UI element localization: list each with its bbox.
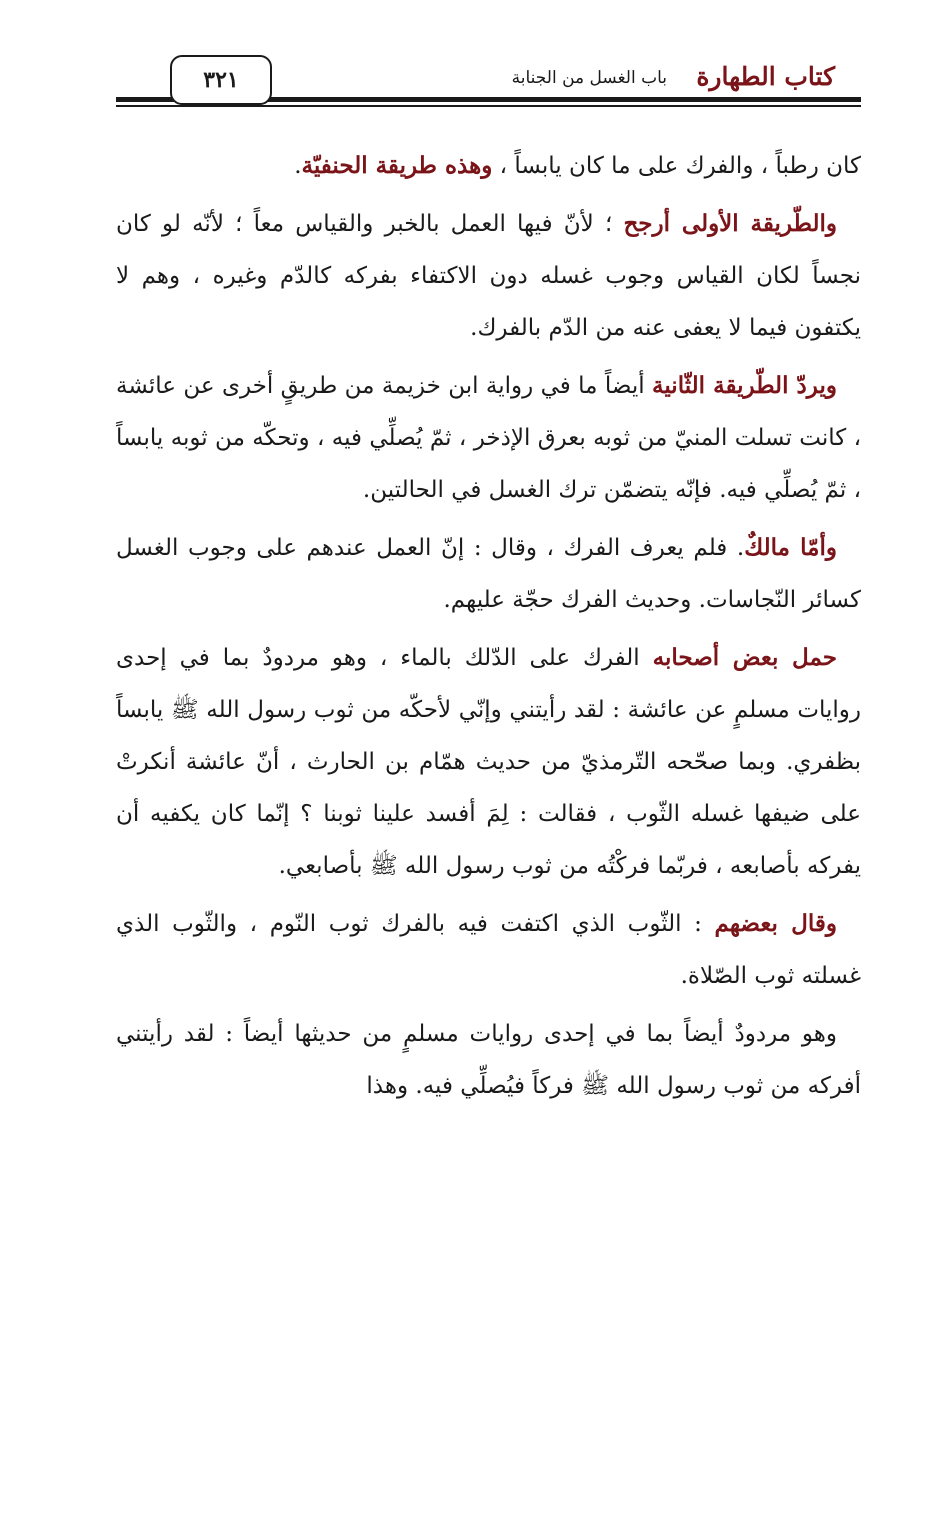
highlighted-phrase: حمل بعض أصحابه (652, 644, 837, 671)
paragraph (116, 198, 861, 354)
highlighted-phrase: ويردّ الطّريقة الثّانية (652, 372, 837, 399)
text-segment: . (294, 153, 302, 179)
page-number: ٣٢١ (170, 55, 272, 105)
highlighted-phrase: وأمّا مالكٌ (744, 534, 837, 561)
highlighted-phrase: وقال بعضهم (714, 910, 837, 937)
text-segment: : الثّوب الذي اكتفت فيه بالفرك ثوب النّوم ، والثّوب الذي غسلته ثوب الصّلاة. (116, 911, 861, 989)
text-segment: الفرك على الدّلك بالماء ، وهو مردودٌ بما في إحدى روايات مسلمٍ عن عائشة : لقد رأيتني وإنّي لأحكّه من ثوب رسول الله ﷺ يابساً بظفري. وبما صحّحه التّرمذيّ من حديث همّام بن الحارث ، أنّ عائشة أنكرتْ على ضيفها غسله الثّوب ، فقالت : لِمَ أفسد علينا ثوبنا ؟ إنّما كان يكفيه أن يفركه بأصابعه ، فربّما فركْتُه من ثوب رسول الله ﷺ بأصابعي. (116, 645, 861, 879)
paragraph (116, 1008, 861, 1112)
paragraph (116, 898, 861, 1002)
paragraph (116, 632, 861, 892)
text-segment: وهو مردودٌ أيضاً بما في إحدى روايات مسلمٍ من حديثها أيضاً : لقد رأيتني أفركه من ثوب رسول الله ﷺ فركاً فيُصلِّي فيه. وهذا (116, 1021, 861, 1099)
paragraph (116, 140, 861, 192)
paragraph (116, 360, 861, 516)
text-segment: أيضاً ما في رواية ابن خزيمة من طريقٍ أخرى عن عائشة ، كانت تسلت المنيّ من ثوبه بعرق الإذخر ، ثمّ يُصلِّي فيه ، وتحكّه من ثوبه يابساً ، ثمّ يُصلِّي فيه. فإنّه يتضمّن ترك الغسل في الحالتين. (116, 373, 861, 503)
page-body (116, 140, 861, 1118)
header-rule-thin (116, 105, 861, 107)
text-segment: ؛ لأنّ فيها العمل بالخبر والقياس معاً ؛ لأنّه لو كان نجساً لكان القياس وجوب غسله دون الاكتفاء بفركه كالدّم وغيره ، وهم لا يكتفون فيما لا يعفى عنه من الدّم بالفرك. (116, 211, 861, 341)
paragraph (116, 522, 861, 626)
chapter-title: باب الغسل من الجنابة (511, 68, 667, 88)
highlighted-phrase: والطّريقة الأولى أرجح (623, 210, 837, 237)
page-header (116, 52, 861, 110)
text-segment: كان رطباً ، والفرك على ما كان يابساً ، (492, 153, 861, 179)
text-segment: . فلم يعرف الفرك ، وقال : إنّ العمل عندهم على وجوب الغسل كسائر النّجاسات. وحديث الفرك حجّة عليهم. (116, 535, 861, 613)
book-title: كتاب الطهارة (696, 62, 835, 91)
highlighted-phrase: وهذه طريقة الحنفيّة (301, 152, 493, 179)
